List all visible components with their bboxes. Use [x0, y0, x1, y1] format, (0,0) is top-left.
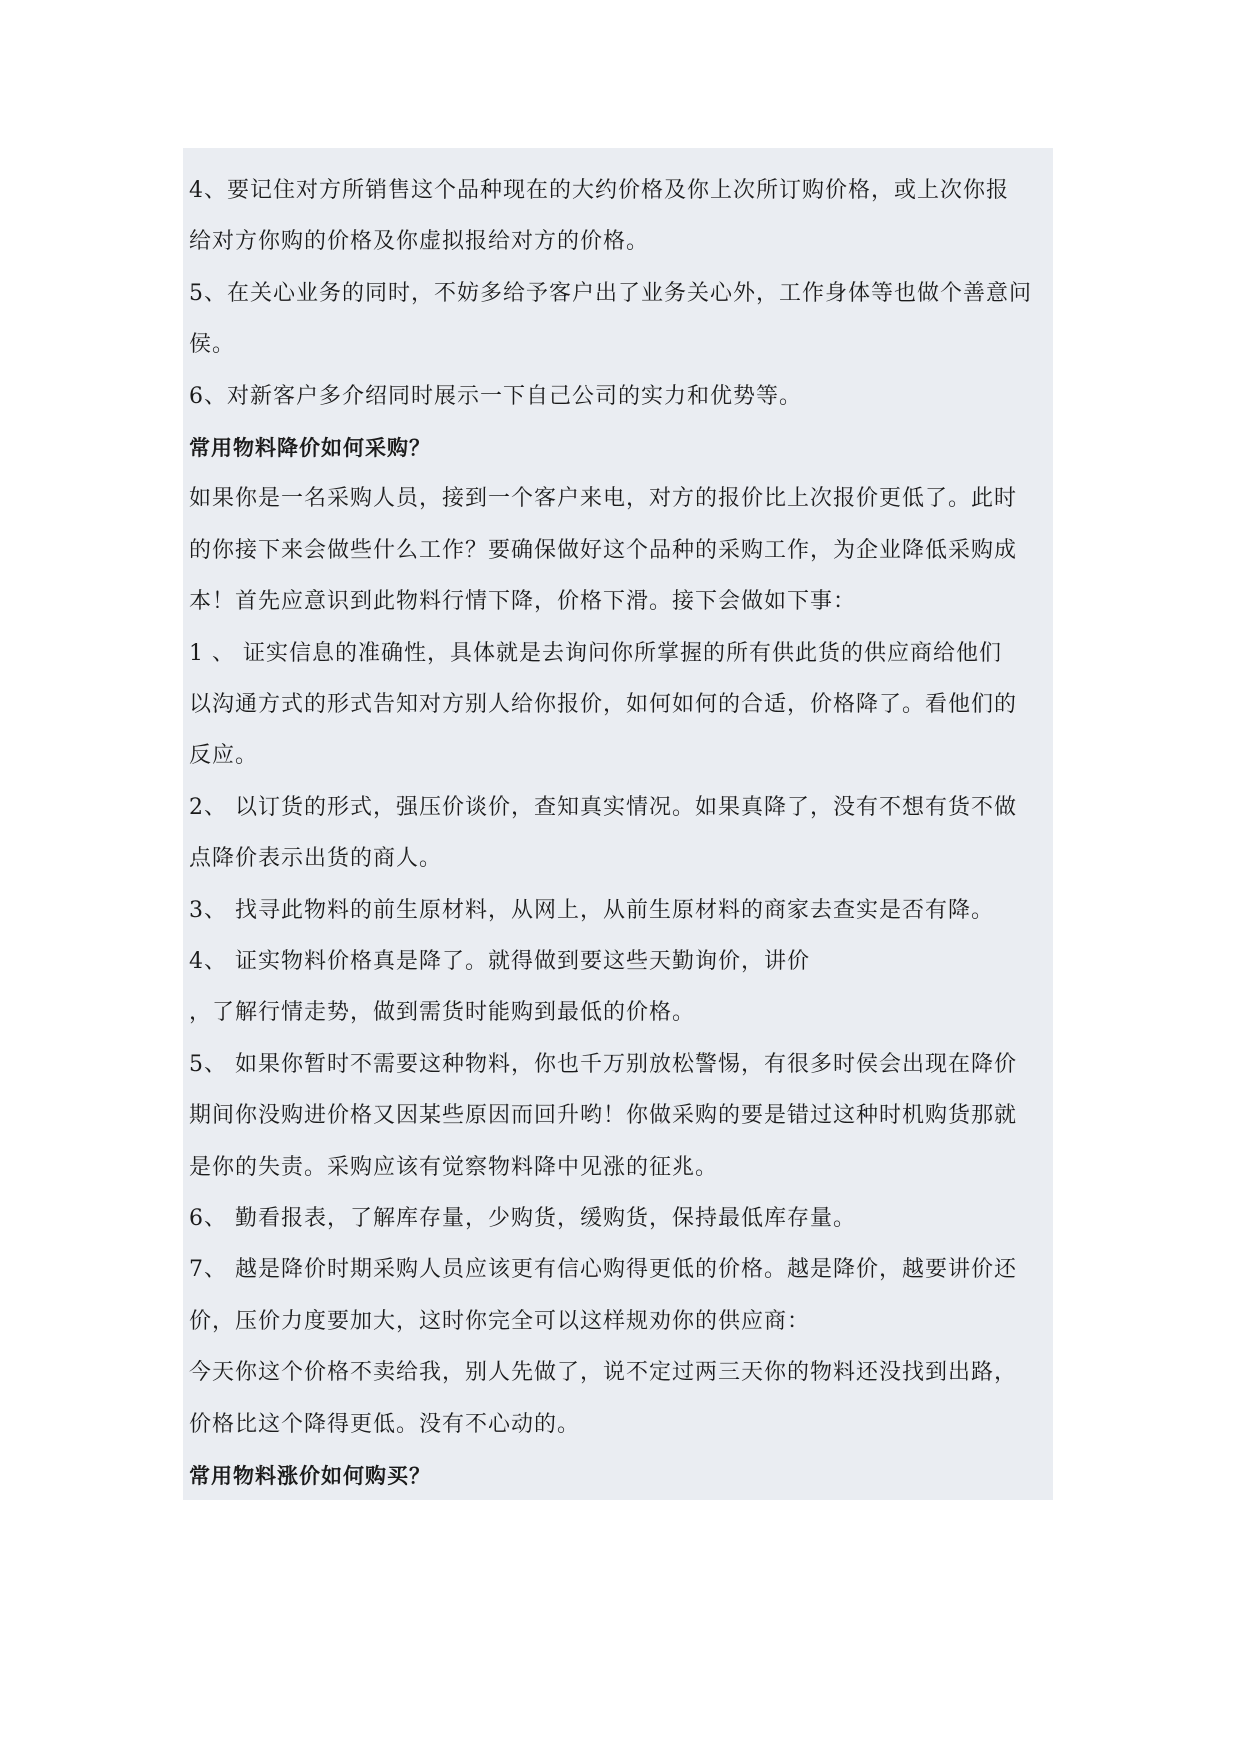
paragraph-line: 今天你这个价格不卖给我，别人先做了，说不定过两三天你的物料还没找到出路，: [189, 1360, 1018, 1385]
paragraph-line: 期间你没购进价格又因某些原因而回升哟！你做采购的要是错过这种时机购货那就: [189, 1103, 1018, 1128]
paragraph-line: 6、 勤看报表，了解库存量，少购货，缓购货，保持最低库存量。: [189, 1206, 856, 1231]
paragraph-line: 5、在关心业务的同时，不妨多给予客户出了业务关心外，工作身体等也做个善意问: [189, 281, 1032, 306]
paragraph-line: 4、 证实物料价格真是降了。就得做到要这些天勤询价，讲价: [189, 949, 810, 974]
paragraph-line: 是你的失责。采购应该有觉察物料降中见涨的征兆。: [189, 1155, 719, 1180]
paragraph-line: 的你接下来会做些什么工作？要确保做好这个品种的采购工作，为企业降低采购成: [189, 538, 1018, 563]
paragraph-line: 如果你是一名采购人员，接到一个客户来电，对方的报价比上次报价更低了。此时: [189, 486, 1018, 511]
paragraph-line: 4、要记住对方所销售这个品种现在的大约价格及你上次所订购价格，或上次你报: [189, 178, 1009, 203]
paragraph-line: 以沟通方式的形式告知对方别人给你报价，如何如何的合适，价格降了。看他们的: [189, 692, 1018, 717]
paragraph-line: ，了解行情走势，做到需货时能购到最低的价格。: [189, 1000, 696, 1025]
paragraph-line: 2、 以订货的形式，强压价谈价，查知真实情况。如果真降了，没有不想有货不做: [189, 795, 1017, 820]
paragraph-line: 点降价表示出货的商人。: [189, 846, 443, 871]
paragraph-line: 3、 找寻此物料的前生原材料，从网上，从前生原材料的商家去查实是否有降。: [189, 898, 994, 923]
text-block: [183, 148, 1053, 1500]
paragraph-line: 价格比这个降得更低。没有不心动的。: [189, 1412, 581, 1437]
paragraph-line: 价，压价力度要加大，这时你完全可以这样规劝你的供应商：: [189, 1309, 811, 1334]
paragraph-line: 6、对新客户多介绍同时展示一下自己公司的实力和优势等。: [189, 384, 802, 409]
paragraph-line: 给对方你购的价格及你虚拟报给对方的价格。: [189, 229, 650, 254]
paragraph-line: 本！首先应意识到此物料行情下降，价格下滑。接下会做如下事：: [189, 589, 857, 614]
section-heading: 常用物料涨价如何购买？: [189, 1464, 431, 1488]
paragraph-line: 侯。: [189, 332, 236, 357]
paragraph-line: 反应。: [189, 743, 259, 768]
paragraph-line: 5、 如果你暂时不需要这种物料，你也千万别放松警惕，有很多时侯会出现在降价: [189, 1052, 1017, 1077]
paragraph-line: 1 、 证实信息的准确性，具体就是去询问你所掌握的所有供此货的供应商给他们: [189, 641, 1002, 666]
paragraph-line: 7、 越是降价时期采购人员应该更有信心购得更低的价格。越是降价，越要讲价还: [189, 1257, 1017, 1282]
section-heading: 常用物料降价如何采购？: [189, 436, 431, 460]
